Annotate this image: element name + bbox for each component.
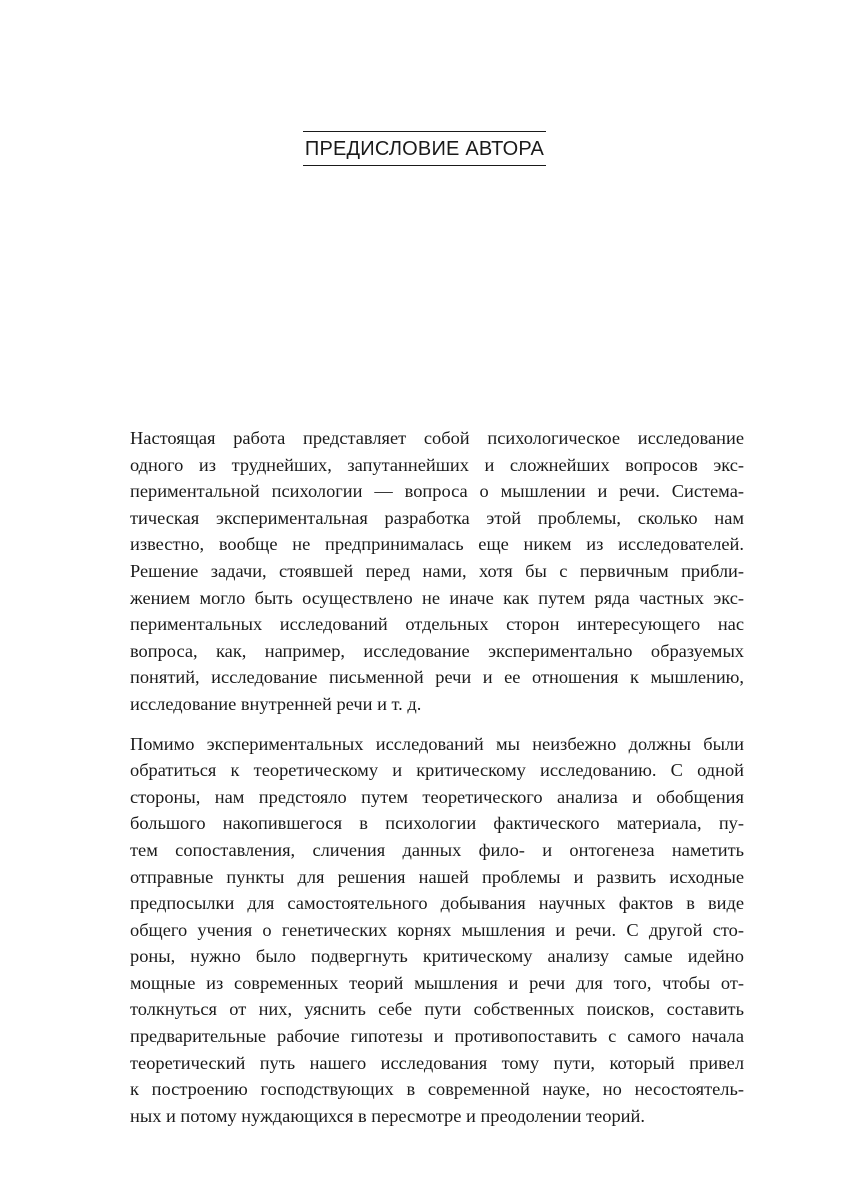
paragraph-gap: [130, 718, 744, 731]
text-line: стороны, нам предстояло путем теоретического анализа и обобщения: [130, 786, 744, 807]
text-line: обратиться к теоретическому и критическому исследованию. С одной: [130, 760, 744, 781]
chapter-heading: ПРЕДИСЛОВИЕ АВТОРА: [303, 131, 546, 166]
text-line: роны, нужно было подвергнуть критическому анализу самые идейно: [130, 946, 744, 967]
text-line: известно, вообще не предпринималась еще никем из исследователей.: [130, 534, 744, 555]
text-line: отправные пункты для решения нашей проблемы и развить исходные: [130, 866, 744, 887]
text-line: ных и потому нуждающихся в пересмотре и преодолении теорий.: [130, 1105, 645, 1126]
text-line: предварительные рабочие гипотезы и противопоставить с самого начала: [130, 1026, 744, 1047]
text-line: одного из труднейших, запутаннейших и сложнейших вопросов экс-: [130, 454, 744, 475]
paragraph: [130, 425, 744, 718]
text-line: периментальной психологии — вопроса о мышлении и речи. Система-: [130, 481, 744, 502]
text-line: тическая экспериментальная разработка этой проблемы, сколько нам: [130, 507, 744, 528]
text-line: к построению господствующих в современной науке, но несостоятель-: [130, 1079, 744, 1100]
body-text: [130, 425, 744, 1129]
text-line: тем сопоставления, сличения данных фило- и онтогенеза наметить: [130, 839, 744, 860]
heading-container: [0, 131, 849, 166]
text-line: Помимо экспериментальных исследований мы неизбежно должны были: [130, 733, 744, 754]
text-line: теоретический путь нашего исследования тому пути, который привел: [130, 1052, 744, 1073]
text-line: большого накопившегося в психологии фактического материала, пу-: [130, 813, 744, 834]
text-line: Решение задачи, стоявшей перед нами, хотя бы с первичным прибли-: [130, 560, 744, 581]
text-line: толкнуться от них, уяснить себе пути собственных поисков, составить: [130, 999, 744, 1020]
text-line: жением могло быть осуществлено не иначе как путем ряда частных экс-: [130, 587, 744, 608]
text-line: общего учения о генетических корнях мышления и речи. С другой сто-: [130, 919, 744, 940]
text-line: периментальных исследований отдельных сторон интересующего нас: [130, 614, 744, 635]
text-line: предпосылки для самостоятельного добывания научных фактов в виде: [130, 893, 744, 914]
text-line: вопроса, как, например, исследование экспериментально образуемых: [130, 640, 744, 661]
text-line: мощные из современных теорий мышления и речи для того, чтобы от-: [130, 972, 744, 993]
text-line: Настоящая работа представляет собой психологическое исследование: [130, 428, 744, 448]
text-line: понятий, исследование письменной речи и ее отношения к мышлению,: [130, 667, 744, 688]
text-line: исследование внутренней речи и т. д.: [130, 693, 422, 714]
paragraph: [130, 731, 744, 1130]
